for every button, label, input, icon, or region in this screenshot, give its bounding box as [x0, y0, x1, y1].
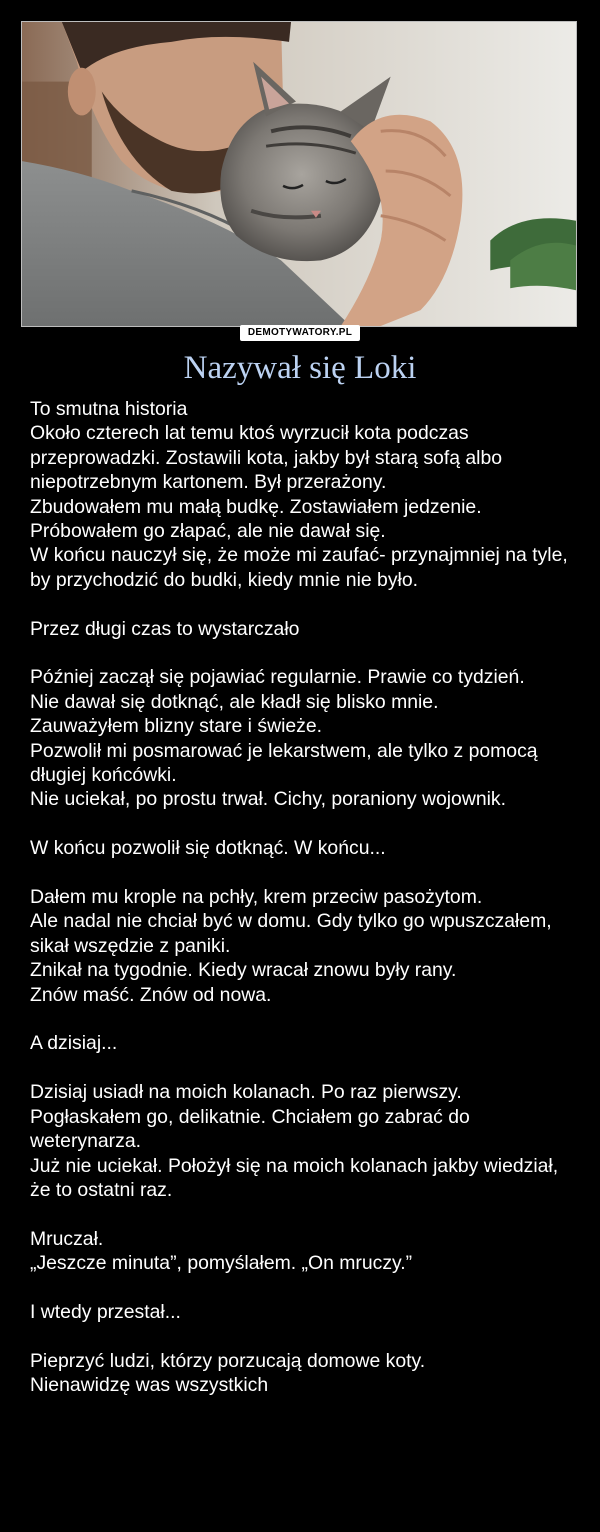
story-line: Pogłaskałem go, delikatnie. Chciałem go zabrać do weterynarza. — [30, 1105, 470, 1153]
page-title: Nazywał się Loki — [183, 350, 417, 386]
story-line: Zauważyłem blizny stare i świeże. — [30, 715, 323, 738]
watermark-text: DEMOTYWATORY.PL — [240, 325, 360, 341]
story-line: Zbudowałem mu małą budkę. Zostawiałem jedzenie. — [30, 495, 482, 518]
story-paragraph — [30, 397, 576, 592]
story-paragraph — [30, 617, 576, 641]
story-line: Pozwolił mi posmarować je lekarstwem, ale tylko z pomocą długiej końcówki. — [30, 739, 538, 787]
story-line: Nienawidzę was wszystkich — [30, 1374, 269, 1397]
story-line: Próbowałem go złapać, ale nie dawał się. — [30, 520, 386, 543]
story-line: Później zaczął się pojawiać regularnie. Prawie co tydzień. — [30, 666, 525, 689]
story-paragraph — [30, 1080, 576, 1202]
story-line: Ale nadal nie chciał być w domu. Gdy tylko go wpuszczałem, sikał wszędzie z paniki. — [30, 910, 552, 957]
story-line: Pieprzyć ludzi, którzy porzucają domowe koty. — [30, 1349, 426, 1372]
story-line: W końcu nauczył się, że może mi zaufać- przynajmniej na tyle, by przychodzić do budki, kiedy mnie nie było. — [30, 544, 568, 591]
story-line: W końcu pozwolił się dotknąć. W końcu... — [30, 837, 386, 860]
story-line: Nie uciekał, po prostu trwał. Cichy, poraniony wojownik. — [30, 788, 506, 811]
story-line: Znikał na tygodnie. Kiedy wracał znowu były rany. — [30, 959, 457, 982]
story-paragraph — [30, 1031, 576, 1055]
story-line: Nie dawał się dotknąć, ale kładł się blisko mnie. — [30, 690, 439, 713]
story-line: A dzisiaj... — [30, 1032, 118, 1055]
story-line: Już nie uciekał. Położył się na moich kolanach jakby wiedział, że to ostatni raz. — [30, 1154, 559, 1201]
man-hugging-cat-photo — [22, 22, 576, 326]
watermark-badge — [0, 322, 600, 341]
photo-frame — [21, 21, 577, 327]
story-text — [30, 397, 576, 1398]
story-line: Przez długi czas to wystarczało — [30, 617, 300, 640]
story-line: Znów maść. Znów od nowa. — [30, 983, 272, 1006]
story-line: Około czterech lat temu ktoś wyrzucił kota podczas przeprowadzki. Zostawili kota, jakby był starą sofą albo niepotrzebnym kartonem. Był przerażony. — [30, 422, 503, 494]
story-paragraph — [30, 665, 576, 811]
story-line: Dzisiaj usiadł na moich kolanach. Po raz pierwszy. — [30, 1081, 462, 1104]
story-line: Dałem mu krople na pchły, krem przeciw pasożytom. — [30, 886, 483, 909]
story-line: I wtedy przestał... — [30, 1300, 181, 1323]
story-paragraph — [30, 836, 576, 860]
story-paragraph — [30, 885, 576, 1007]
story-line: Mruczał. — [30, 1227, 104, 1250]
story-line: To smutna historia — [30, 398, 188, 420]
story-line: „Jeszcze minuta”, pomyślałem. „On mruczy.” — [30, 1252, 413, 1275]
story-paragraph — [30, 1227, 576, 1276]
story-paragraph — [30, 1300, 576, 1324]
story-paragraph — [30, 1349, 576, 1398]
